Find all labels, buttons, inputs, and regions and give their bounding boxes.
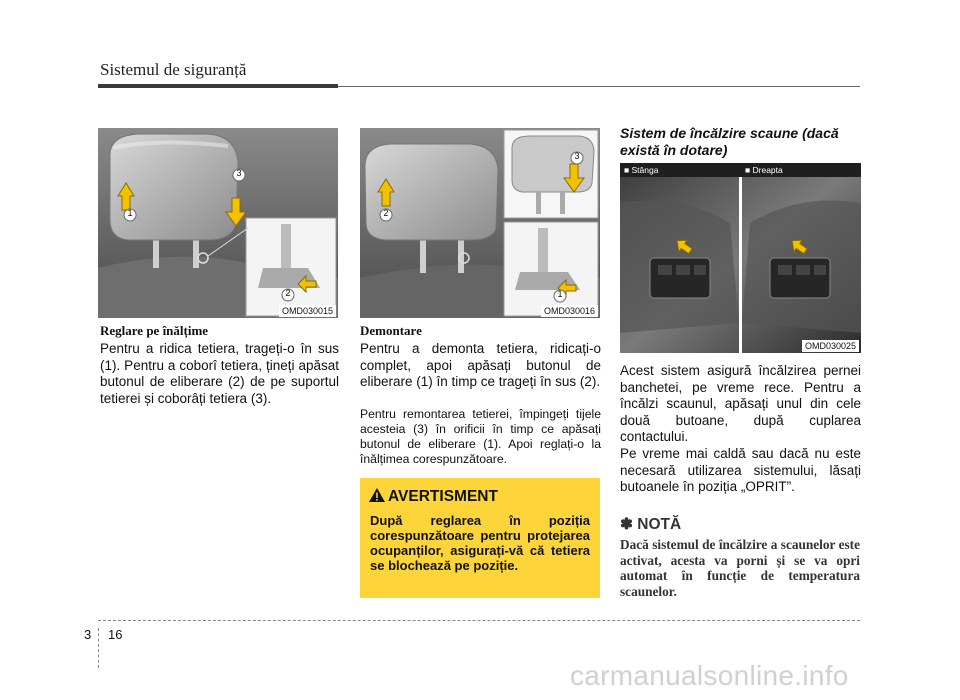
warning-title: AVERTISMENT bbox=[388, 488, 498, 505]
header-rule-thin bbox=[338, 86, 860, 87]
image-code: OMD030025 bbox=[802, 340, 859, 352]
left-side-label: ■ Stânga bbox=[624, 165, 659, 175]
seat-warmer-title: Sistem de încălzire scaune (dacă există în dotare) bbox=[620, 125, 839, 158]
seat-warmer-photo bbox=[620, 163, 861, 353]
note-title: ✽ NOTĂ bbox=[620, 516, 682, 533]
chapter-number: 3 bbox=[84, 627, 92, 642]
reinstall-text: Pentru remontarea tetierei, împingeți tijele acesteia (3) în orificii în timp ce apăsați butonul de eliberare (1). Apoi reglați-o la înălțimea corespunzătoare. bbox=[360, 407, 601, 466]
watermark: carmanualsonline.info bbox=[570, 660, 849, 691]
callout-2: 2 bbox=[285, 288, 291, 298]
seat-warmer-text: Acest sistem asigură încălzirea pernei banchetei, pe vreme rece. Pentru a încălzi scaunul, apăsați unul din cele două butoane, după cuplarea contactului. bbox=[620, 363, 861, 444]
footer-rule bbox=[98, 620, 860, 621]
right-side-label: ■ Dreapta bbox=[745, 165, 783, 175]
height-adjust-heading: Reglare pe înălțime bbox=[100, 323, 209, 338]
image-code: OMD030016 bbox=[541, 305, 598, 317]
headrest-height-photo bbox=[98, 128, 338, 318]
note-text: Dacă sistemul de încălzire a scaunelor este activat, acesta va porni și se va opri automat în funcție de temperatura scaunelor. bbox=[620, 537, 860, 599]
footer-divider bbox=[98, 628, 99, 668]
removal-heading: Demontare bbox=[360, 323, 422, 338]
headrest-removal-photo bbox=[360, 128, 600, 318]
seat-warmer-off-text: Pe vreme mai caldă sau dacă nu este necesară utilizarea sistemului, lăsați butoanele în poziția „OPRIT”. bbox=[620, 446, 861, 494]
callout-2: 2 bbox=[383, 208, 389, 218]
height-adjust-text: Pentru a ridica tetiera, trageți-o în sus (1). Pentru a coborî tetiera, țineți apăsat butonul de eliberare (2) de pe suportul tetierei și coborâți tetiera (3). bbox=[100, 341, 339, 406]
warning-box bbox=[360, 478, 600, 598]
callout-3: 3 bbox=[236, 168, 242, 178]
callout-1: 1 bbox=[557, 289, 563, 299]
warning-triangle-icon bbox=[368, 487, 386, 503]
page-number: 16 bbox=[108, 627, 123, 642]
callout-1: 1 bbox=[127, 208, 133, 218]
running-header-title: Sistemul de siguranță bbox=[100, 60, 247, 79]
removal-text: Pentru a demonta tetiera, ridicați-o complet, apoi apăsați butonul de eliberare (1) în timp ce trageți în sus (2). bbox=[360, 341, 601, 389]
header-rule-thick bbox=[98, 84, 338, 88]
image-code: OMD030015 bbox=[279, 305, 336, 317]
callout-3: 3 bbox=[574, 151, 580, 161]
warning-text: După reglarea în poziția corespunzătoare pentru protejarea ocupanților, asigurați-vă că tetiera se blochează pe poziție. bbox=[370, 513, 590, 573]
